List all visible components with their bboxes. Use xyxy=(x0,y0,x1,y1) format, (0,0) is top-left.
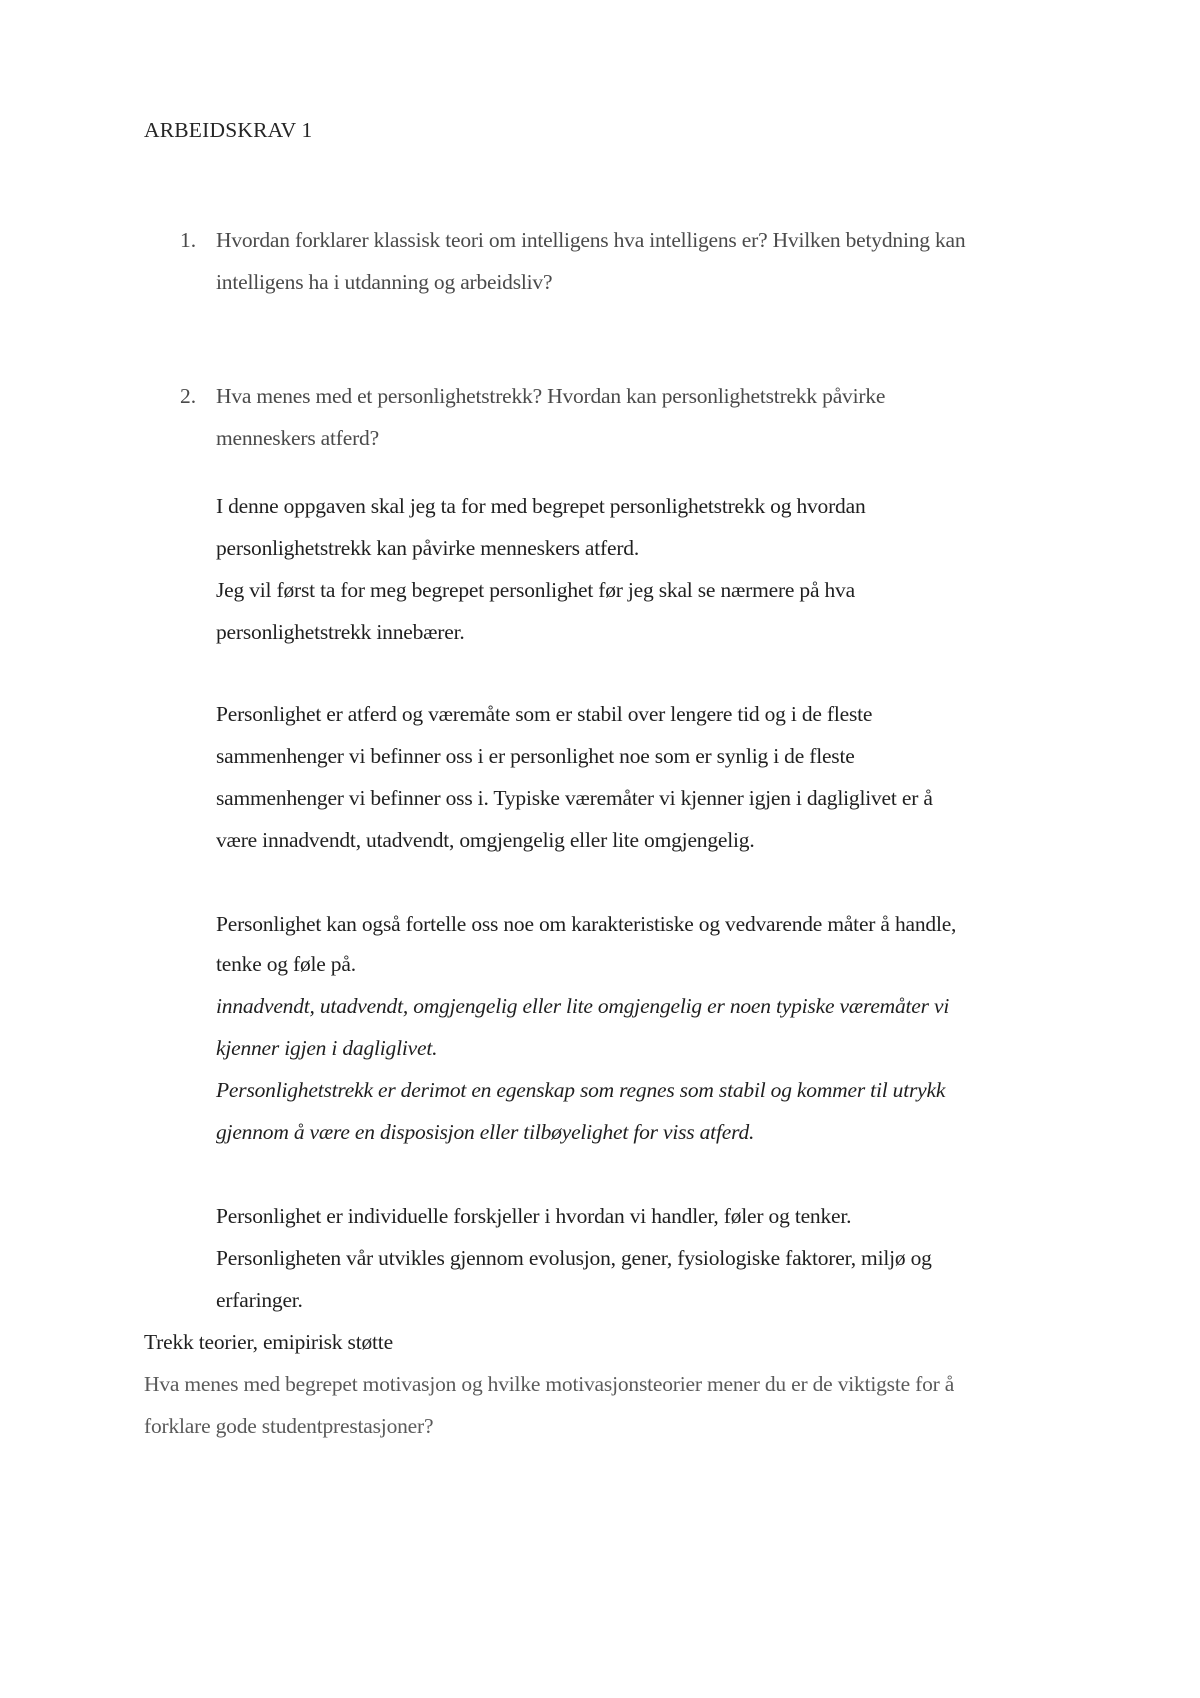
question-1-number: 1. xyxy=(180,228,197,252)
question-3-line-2: forklare gode studentprestasjoner? xyxy=(144,1414,434,1438)
answer-p3-line-2: tenke og føle på. xyxy=(216,952,356,976)
answer-p3-italic-line-1: innadvendt, utadvendt, omgjengelig eller lite omgjengelig er noen typiske væremåter vi xyxy=(216,994,950,1018)
question-2-number: 2. xyxy=(180,384,197,408)
answer-p2-line-4: være innadvendt, utadvendt, omgjengelig eller lite omgjengelig. xyxy=(216,828,755,852)
note-text: Trekk teorier, emipirisk støtte xyxy=(144,1330,393,1354)
answer-p1-line-1: I denne oppgaven skal jeg ta for med begrepet personlighetstrekk og hvordan xyxy=(216,494,866,518)
answer-p2-line-1: Personlighet er atferd og væremåte som er stabil over lengere tid og i de fleste xyxy=(216,702,873,726)
answer-p1-line-4: personlighetstrekk innebærer. xyxy=(216,620,465,644)
answer-p1-line-2: personlighetstrekk kan påvirke menneskers atferd. xyxy=(216,536,640,560)
answer-p1-line-3: Jeg vil først ta for meg begrepet personlighet før jeg skal se nærmere på hva xyxy=(216,578,855,602)
question-3-line-1: Hva menes med begrepet motivasjon og hvilke motivasjonsteorier mener du er de viktigste for å xyxy=(144,1372,955,1396)
answer-p2-line-2: sammenhenger vi befinner oss i er personlighet noe som er synlig i de fleste xyxy=(216,744,855,768)
answer-p3-italic-line-4: gjennom å være en disposisjon eller tilbøyelighet for viss atferd. xyxy=(216,1120,755,1144)
question-2-line-1: Hva menes med et personlighetstrekk? Hvordan kan personlighetstrekk påvirke xyxy=(216,384,886,408)
question-1-line-1: Hvordan forklarer klassisk teori om intelligens hva intelligens er? Hvilken betydning kan xyxy=(216,228,966,252)
question-1-line-2: intelligens ha i utdanning og arbeidsliv? xyxy=(216,270,553,294)
answer-p3-italic-line-3: Personlighetstrekk er derimot en egenskap som regnes som stabil og kommer til utrykk xyxy=(216,1078,946,1102)
answer-p2-line-3: sammenhenger vi befinner oss i. Typiske væremåter vi kjenner igjen i dagliglivet er å xyxy=(216,786,933,810)
question-2-line-2: menneskers atferd? xyxy=(216,426,379,450)
answer-p3-line-1: Personlighet kan også fortelle oss noe om karakteristiske og vedvarende måter å handle, xyxy=(216,912,957,936)
document-title: ARBEIDSKRAV 1 xyxy=(144,118,313,142)
answer-p4-line-2: Personligheten vår utvikles gjennom evolusjon, gener, fysiologiske faktorer, miljø og xyxy=(216,1246,932,1270)
answer-p4-line-3: erfaringer. xyxy=(216,1288,303,1312)
answer-p3-italic-line-2: kjenner igjen i dagliglivet. xyxy=(216,1036,438,1060)
answer-p4-line-1: Personlighet er individuelle forskjeller i hvordan vi handler, føler og tenker. xyxy=(216,1204,852,1228)
